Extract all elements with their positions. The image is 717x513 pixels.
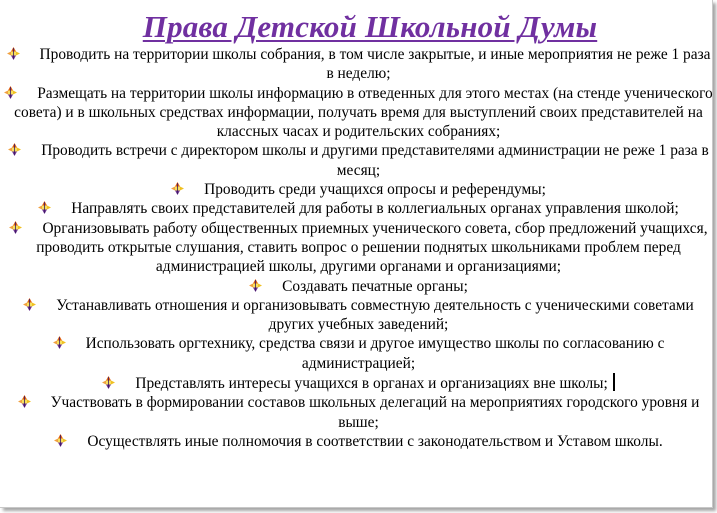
list-item-7 — [0, 277, 717, 296]
diamond-bullet-icon — [23, 298, 36, 310]
list-item-text: Проводить среди учащихся опросы и референдумы; — [204, 181, 546, 199]
diamond-bullet-icon — [4, 86, 17, 98]
diamond-bullet-icon — [18, 395, 31, 407]
diamond-bullet-icon — [8, 143, 21, 155]
diamond-bullet-icon — [38, 201, 51, 213]
list-item-text: Размещать на территории школы информацию в отведенных для этого местах (на стенде ученического совета) и в школьных средствах информации, получать время для выступлений своих представителей на классных часах и родительских собраниях; — [14, 84, 713, 141]
list-item-text: Использовать оргтехнику, средства связи и другое имущество школы по согласованию с администрацией; — [85, 335, 665, 372]
list-item-text: Направлять своих представителей для работы в коллегиальных органах управления школой; — [71, 200, 679, 218]
list-item-1 — [0, 45, 717, 84]
rights-list — [0, 45, 717, 451]
diamond-bullet-icon — [102, 376, 115, 388]
list-item-12 — [0, 432, 717, 451]
list-item-text: Проводить на территории школы собрания, в том числе закрытые, и иные мероприятия не реже 1 раза в неделю; — [39, 46, 711, 83]
list-item-11 — [0, 393, 717, 432]
diamond-bullet-icon — [54, 434, 67, 446]
list-item-text: Проводить встречи с директором школы и другими представителями администрации не реже 1 раза в месяц; — [41, 142, 709, 179]
list-item-4 — [0, 180, 717, 199]
diamond-bullet-icon — [171, 182, 184, 194]
list-item-6 — [0, 219, 717, 277]
list-item-text: Создавать печатные органы; — [282, 277, 468, 295]
list-item-8 — [0, 296, 717, 335]
list-item-2 — [0, 84, 717, 142]
list-item-9 — [0, 334, 717, 373]
diamond-bullet-icon — [53, 336, 66, 348]
list-item-3 — [0, 141, 717, 180]
list-item-10 — [0, 373, 717, 393]
list-item-text: Участвовать в формировании составов школьных делегаций на мероприятиях городского уровня и выше; — [50, 394, 700, 431]
text-cursor — [613, 373, 615, 391]
list-item-text: Устанавливать отношения и организовывать совместную деятельность с ученическими советами других учебных заведений; — [56, 296, 694, 334]
list-item-text: Осуществлять иные полномочия в соответствии с законодательством и Уставом школы. — [87, 432, 663, 450]
list-item-text: Представлять интересы учащихся в органах и организациях вне школы; — [135, 375, 608, 393]
page-title: Права Детской Школьной Думы — [142, 9, 598, 44]
list-item-text: Организовывать работу общественных приемных ученического совета, сбор предложений учащихся, проводить открытые слушания, ставить вопрос о решении поднятых школьниками проблем перед администрацией школы, другими органами и организациями; — [36, 219, 708, 276]
diamond-bullet-icon — [9, 221, 22, 233]
list-item-5 — [0, 199, 717, 218]
diamond-bullet-icon — [249, 279, 262, 291]
diamond-bullet-icon — [7, 47, 20, 59]
